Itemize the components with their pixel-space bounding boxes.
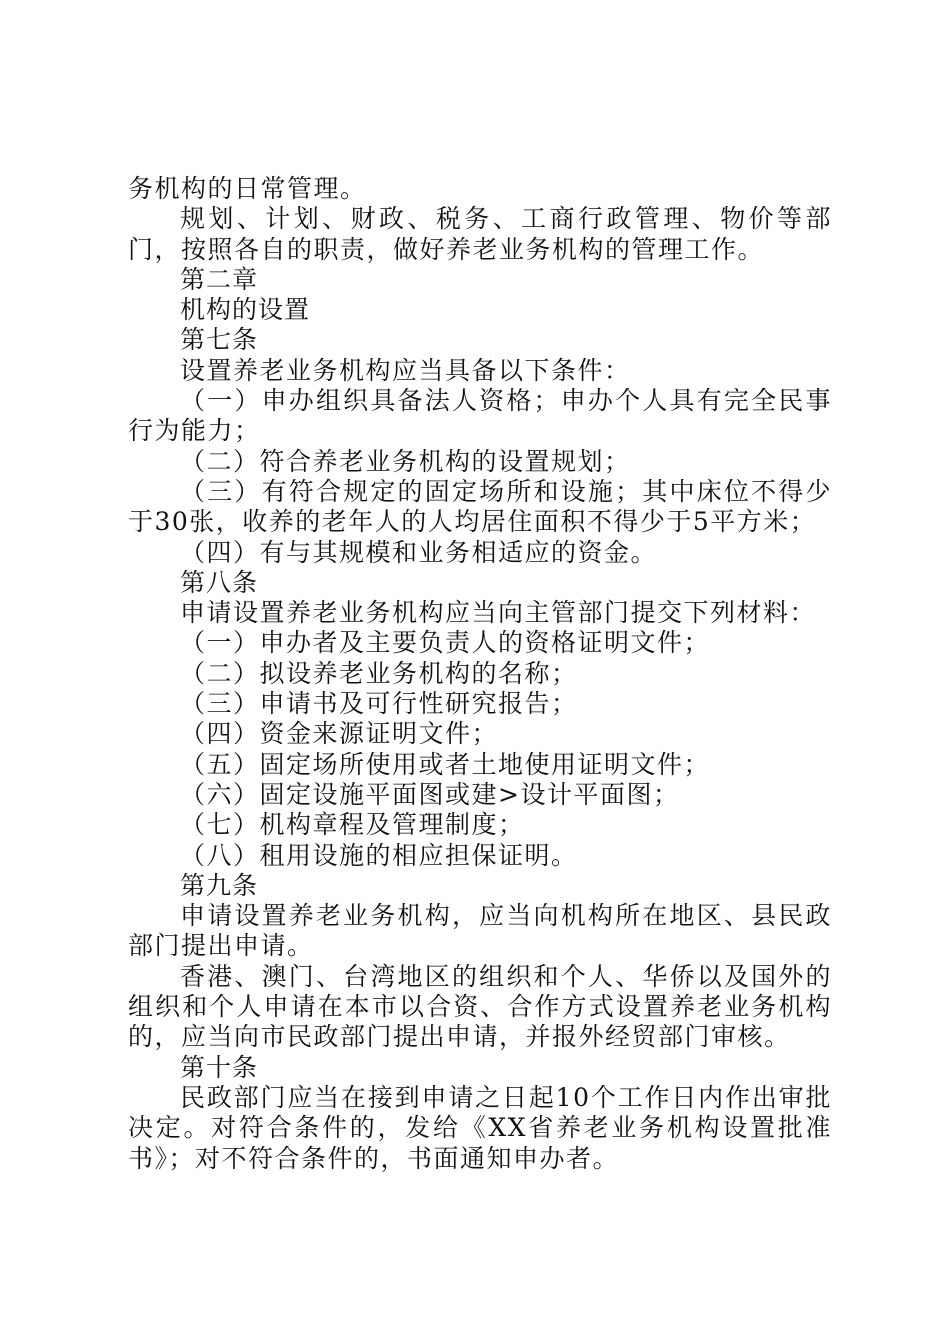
paragraph: 设置养老业务机构应当具备以下条件：	[180, 355, 631, 385]
list-item: （二）符合养老业务机构的设置规划；	[180, 446, 631, 476]
paragraph: 民政部门应当在接到申请之日起10个工作日内作出审批决定。对符合条件的，发给《XX省养老业务机构设置批准书》；对不符合条件的，书面通知申办者。	[128, 1082, 832, 1173]
list-item: （一）申办组织具备法人资格；申办个人具有完全民事行为能力；	[128, 386, 832, 446]
document-body	[128, 174, 832, 1174]
list-item: （二）拟设养老业务机构的名称；	[180, 658, 578, 688]
article-heading: 第十条	[180, 1052, 259, 1082]
list-item: （七）机构章程及管理制度；	[180, 810, 525, 840]
paragraph: 务机构的日常管理。	[128, 174, 367, 203]
list-item: （六）固定设施平面图或建>设计平面图；	[180, 779, 680, 809]
paragraph: 香港、澳门、台湾地区的组织和个人、华侨以及国外的组织和个人申请在本市以合资、合作方式设置养老业务机构的，应当向市民政部门提出申请，并报外经贸部门审核。	[128, 961, 832, 1052]
chapter-title: 机构的设置	[180, 295, 311, 325]
list-item: （一）申办者及主要负责人的资格证明文件；	[180, 628, 711, 658]
list-item: （四）有与其规模和业务相适应的资金。	[180, 537, 658, 567]
list-item: （三）申请书及可行性研究报告；	[180, 689, 578, 719]
article-heading: 第九条	[180, 870, 259, 900]
paragraph: 申请设置养老业务机构应当向主管部门提交下列材料：	[180, 598, 817, 628]
article-heading: 第八条	[180, 567, 259, 597]
list-item: （五）固定场所使用或者土地使用证明文件；	[180, 749, 711, 779]
list-item: （三）有符合规定的固定场所和设施；其中床位不得少于30张，收养的老年人的人均居住面积不得少于5平方米；	[128, 476, 832, 537]
chapter-heading: 第二章	[180, 264, 259, 294]
list-item: （八）租用设施的相应担保证明。	[180, 840, 578, 870]
list-item: （四）资金来源证明文件；	[180, 719, 499, 749]
article-heading: 第七条	[180, 325, 259, 355]
paragraph: 规划、计划、财政、税务、工商行政管理、物价等部门，按照各自的职责，做好养老业务机构的管理工作。	[128, 204, 832, 264]
paragraph: 申请设置养老业务机构，应当向机构所在地区、县民政部门提出申请。	[128, 901, 832, 961]
